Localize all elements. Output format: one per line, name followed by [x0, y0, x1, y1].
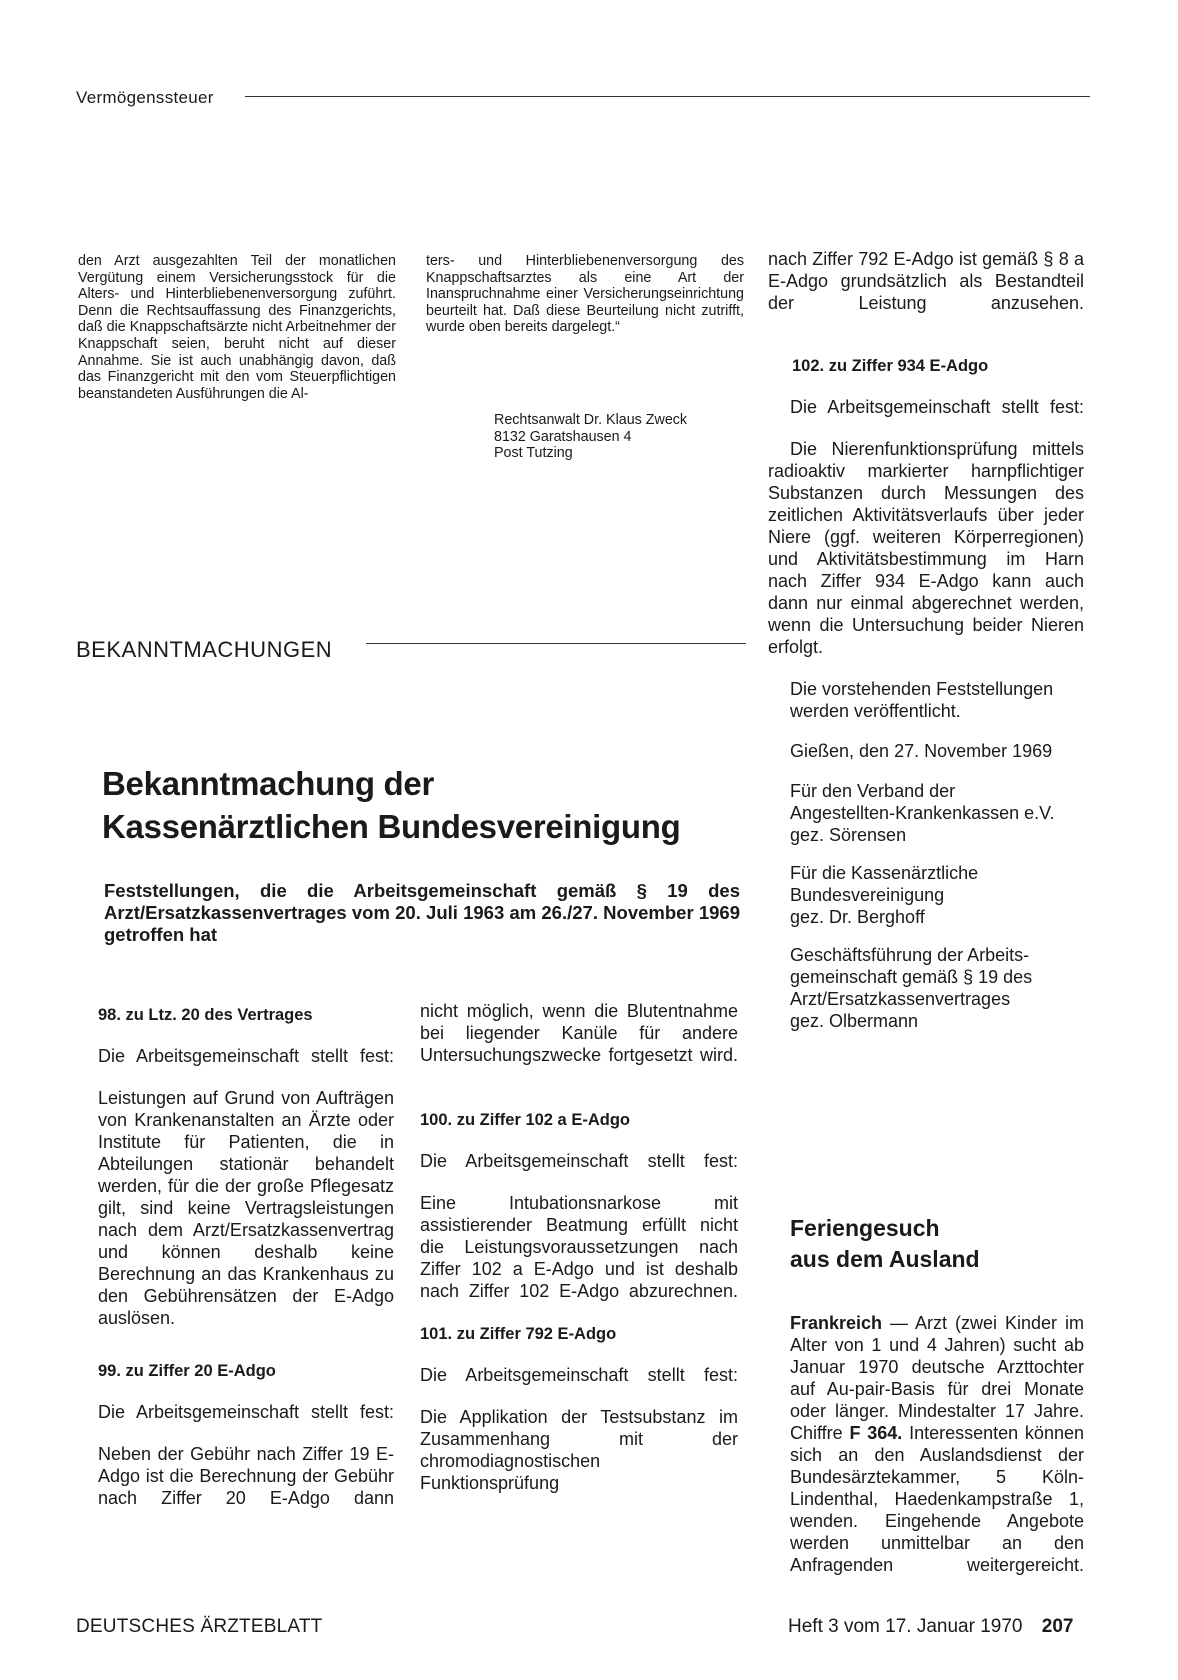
ferien-title-line-2: aus dem Ausland	[790, 1246, 980, 1272]
top-col1-text	[78, 253, 396, 402]
p101b-text: Die Applikation der Testsubstanz im Zusammenhang mit der chromodiagnostischen Funktionsprüfung	[420, 1407, 738, 1493]
paragraph-98a	[98, 1045, 394, 1067]
sig2-line: Bundesvereinigung	[790, 885, 945, 905]
top-col2-paragraph: ters- und Hinterbliebenenversorgung des Knappschaftsarztes als eine Art der Inanspruchnahme einer Versicherungseinrichtung beurteilt hat. Daß diese Beurteilung nicht zutrifft, wurde oben bereits dargelegt.“	[426, 253, 744, 336]
paragraph-100a	[420, 1150, 738, 1172]
paragraph-100b	[420, 1192, 738, 1302]
footer-issue-text: Heft 3 vom 17. Januar 1970	[788, 1616, 1023, 1637]
ferien-lead: Frankreich	[790, 1313, 883, 1333]
top-col1-paragraph: den Arzt ausgezahlten Teil der monatlichen Vergütung einem Versicherungsstock für die Alters- und Hinterbliebenenversorgung zuführt. Denn die Rechtsauffassung des Finanzgerichts, daß die Knappschaftsärzte nicht Arbeitnehmer der Knappschaft seien, beruht nicht auf dieser Annahme. Sie ist auch unabhängig davon, daß das Finanzgericht mit den vom Steuerpflichtigen beanstandeten Ausführungen die Al-	[78, 253, 396, 402]
paragraph-102b	[768, 438, 1084, 658]
p98b-text: Leistungen auf Grund von Aufträgen von Krankenanstalten an Ärzte oder Institute für Patienten, die in Abteilungen stationär behandelt werden, für die der große Pflegesatz gilt, sind keine Vertragsleistungen nach dem Arzt/Ersatzkassenvertrag und können deshalb keine Berechnung an das Krankenhaus zu den Gebührensätzen der E-Adgo auslösen.	[98, 1088, 394, 1328]
ferien-body-2: Interessenten können sich an den Auslandsdienst der Bundesärztekammer, 5 Köln-Lindenthal, Haedenkampstraße 1, wenden. Eingehende Angebote werden unmittelbar an den Anfragenden weitergereicht.	[790, 1423, 1084, 1575]
title-line-2: Kassenärztlichen Bundesvereinigung	[102, 808, 681, 845]
paragraph-102a	[768, 396, 1084, 418]
paragraph-99a	[98, 1401, 394, 1423]
p99a-text: Die Arbeitsgemeinschaft stellt fest:	[98, 1402, 394, 1422]
sig3-line: gemeinschaft gemäß § 19 des	[790, 967, 1033, 987]
sig2-line: gez. Dr. Berghoff	[790, 907, 925, 927]
p99b-text: Neben der Gebühr nach Ziffer 19 E-Adgo ist die Berechnung der Gebühr nach Ziffer 20 E-Adgo dann	[98, 1444, 394, 1508]
paragraph-101c	[768, 248, 1084, 314]
place-date-text: Gießen, den 27. November 1969	[790, 741, 1053, 761]
sig3-line: Arzt/Ersatzkassenvertrages	[790, 989, 1011, 1009]
sig1-line: Für den Verband der	[790, 781, 956, 801]
heading-101: 101. zu Ziffer 792 E-Adgo	[420, 1325, 617, 1343]
ferien-paragraph	[790, 1312, 1084, 1576]
paragraph-99b	[98, 1443, 394, 1509]
paragraph-101a	[420, 1364, 738, 1386]
p101c-text: nach Ziffer 792 E-Adgo ist gemäß § 8 a E-Adgo grundsätzlich als Bestandteil der Leistung anzusehen.	[768, 249, 1084, 313]
author-signature	[494, 412, 754, 462]
sig1-line: gez. Sörensen	[790, 825, 907, 845]
signature-block-1	[790, 780, 1084, 846]
p102a-text: Die Arbeitsgemeinschaft stellt fest:	[790, 397, 1084, 417]
paragraph-99c	[420, 1000, 738, 1066]
sig1-line: Angestellten-Krankenkassen e.V.	[790, 803, 1055, 823]
p102b-text: Die Nierenfunktionsprüfung mittels radioaktiv markierter harnpflichtiger Substanzen durch Messungen des zeitlichen Aktivitätsverlaufs über jeder Niere (ggf. weiteren Körperregionen) und Aktivitätsbestimmung im Harn nach Ziffer 934 E-Adgo kann auch dann nur einmal abgerechnet werden, wenn die Untersuchung beider Nieren erfolgt.	[768, 439, 1084, 657]
ferien-body-1: — Arzt (zwei Kinder im Alter von 1 und 4 Jahren) sucht ab Januar 1970 deutsche Arzttochter auf Au-pair-Basis für drei Monate oder länger. Mindestalter 17 Jahre. Chiffre	[790, 1313, 1084, 1443]
paragraph-101b	[420, 1406, 738, 1494]
ferien-chiffre: F 364.	[849, 1423, 903, 1443]
signature-block-2	[790, 862, 1084, 928]
publication-note	[790, 678, 1084, 722]
p98a-text: Die Arbeitsgemeinschaft stellt fest:	[98, 1046, 394, 1066]
header-rule	[245, 96, 1090, 97]
running-header: Vermögenssteuer	[76, 88, 214, 107]
paragraph-98b	[98, 1087, 394, 1329]
article-title	[102, 762, 680, 848]
section-label: BEKANNTMACHUNGEN	[76, 637, 333, 662]
signature-line: Post Tutzing	[494, 445, 573, 462]
sig2-line: Für die Kassenärztliche	[790, 863, 979, 883]
top-col2-text	[426, 253, 744, 336]
ferien-text	[790, 1312, 1084, 1576]
publication-text: Die vorstehenden Feststellungen werden veröffentlicht.	[790, 679, 1054, 721]
ferien-title	[790, 1213, 980, 1275]
p101a-text: Die Arbeitsgemeinschaft stellt fest:	[420, 1365, 738, 1385]
footer-issue	[788, 1616, 1073, 1638]
signature-block-3	[790, 944, 1084, 1032]
left-column	[98, 1005, 394, 1509]
heading-100: 100. zu Ziffer 102 a E-Adgo	[420, 1111, 630, 1129]
article-subtitle	[104, 880, 740, 946]
section-rule	[366, 643, 746, 644]
p100a-text: Die Arbeitsgemeinschaft stellt fest:	[420, 1151, 738, 1171]
subtitle-text: Feststellungen, die die Arbeitsgemeinschaft gemäß § 19 des Arzt/Ersatzkassenvertrages vom 20. Juli 1963 am 26./27. November 1969 getroffen hat	[104, 880, 740, 945]
signature-line: 8132 Garatshausen 4	[494, 428, 632, 445]
ferien-title-line-1: Feriengesuch	[790, 1215, 940, 1241]
heading-98: 98. zu Ltz. 20 des Vertrages	[98, 1006, 313, 1024]
place-date	[790, 740, 1084, 762]
p100b-text: Eine Intubationsnarkose mit assistierender Beatmung erfüllt nicht die Leistungsvoraussetzungen nach Ziffer 102 a E-Adgo und ist deshalb nach Ziffer 102 E-Adgo abzurechnen.	[420, 1193, 738, 1301]
footer-page-number: 207	[1041, 1616, 1074, 1637]
signature-line: Rechtsanwalt Dr. Klaus Zweck	[494, 412, 688, 428]
sig3-line: Geschäftsführung der Arbeits-	[790, 945, 1030, 965]
heading-99: 99. zu Ziffer 20 E-Adgo	[98, 1362, 276, 1380]
footer-journal: DEUTSCHES ÄRZTEBLATT	[76, 1616, 323, 1637]
middle-column	[420, 1000, 738, 1494]
title-line-1: Bekanntmachung der	[102, 765, 434, 802]
heading-102: 102. zu Ziffer 934 E-Adgo	[792, 357, 989, 375]
right-column	[768, 248, 1084, 1032]
sig3-line: gez. Olbermann	[790, 1011, 919, 1031]
p99c-text: nicht möglich, wenn die Blutentnahme bei liegender Kanüle für andere Untersuchungszwecke fortgesetzt wird.	[420, 1001, 738, 1065]
